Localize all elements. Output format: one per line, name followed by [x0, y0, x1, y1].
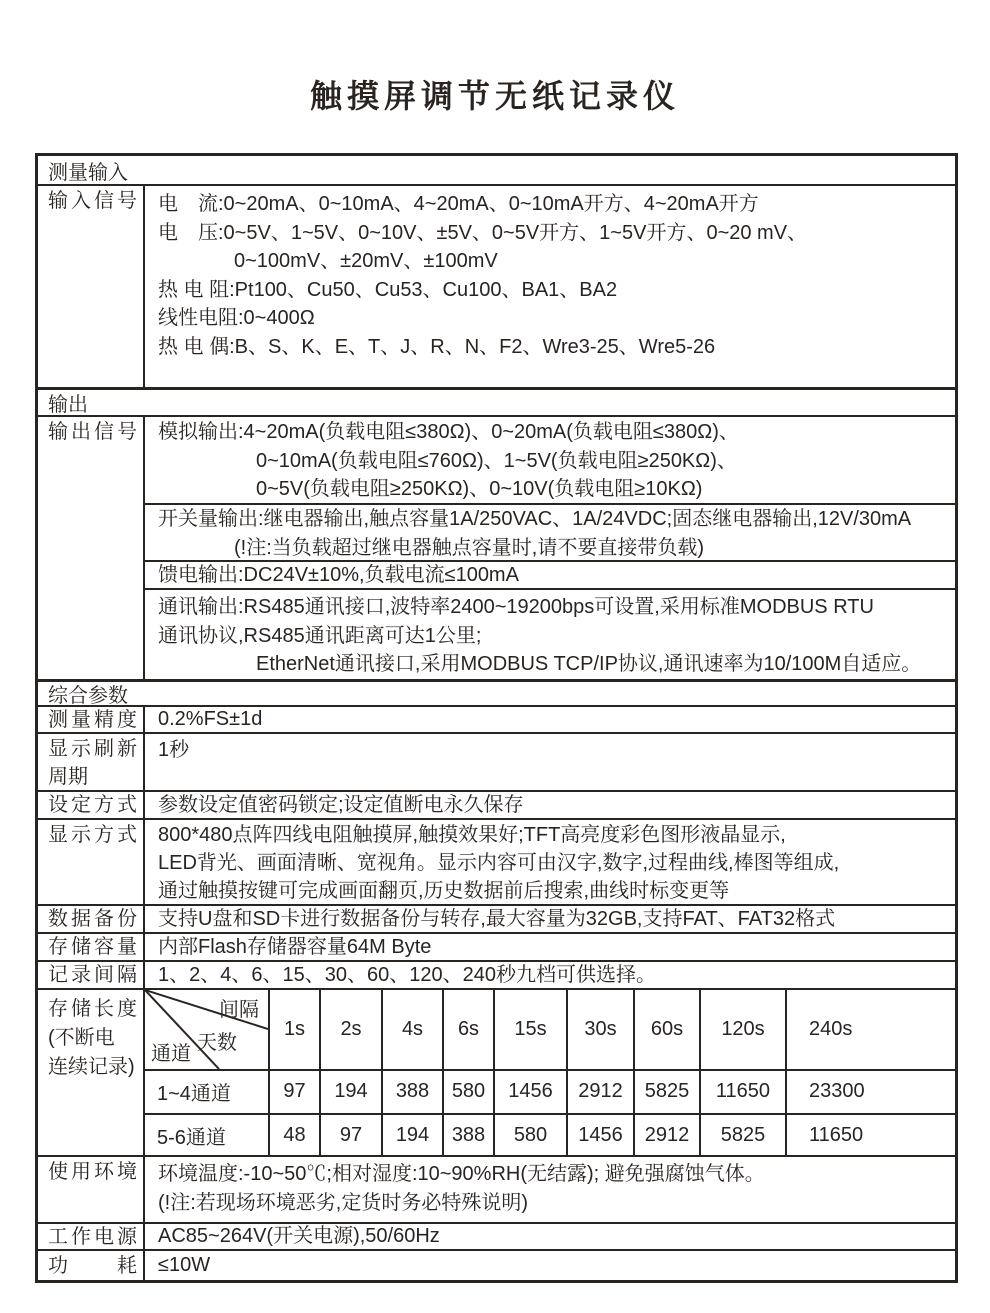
input-signal-line: 电 流:0~20mA、0~10mA、4~20mA、0~10mA开方、4~20mA开方	[158, 193, 759, 215]
table-cell: 11650	[699, 1069, 785, 1113]
comm-output-line: EtherNet通讯接口,采用MODBUS TCP/IP协议,通讯速率为10/100M自适应。	[256, 653, 922, 676]
environment-label: 使用环境	[38, 1157, 145, 1222]
row-power-supply	[38, 1222, 955, 1249]
col-header: 4s	[381, 990, 442, 1069]
table-cell: 2912	[633, 1113, 699, 1155]
section-general-params-label: 综合参数	[48, 684, 128, 707]
comm-output-line: 通讯协议,RS485通讯距离可达1公里;	[158, 624, 482, 647]
table-cell: 11650	[785, 1113, 955, 1155]
display-mode-line: 800*480点阵四线电阻触摸屏,触摸效果好;TFT高亮度彩色图形液晶显示,	[158, 823, 786, 846]
analog-output-line: 0~10mA(负载电阻≤760Ω)、1~5V(负载电阻≥250KΩ)、	[256, 449, 737, 472]
accuracy-label: 测量精度	[48, 708, 137, 731]
setting-mode-value: 参数设定值密码锁定;设定值断电永久保存	[158, 793, 524, 816]
switch-output-cell	[145, 503, 955, 560]
data-backup-label: 数据备份	[48, 908, 137, 931]
row-accuracy	[38, 705, 955, 732]
accuracy-value: 0.2%FS±1d	[158, 708, 263, 731]
analog-output-line: 0~5V(负载电阻≥250KΩ)、0~10V(负载电阻≥10KΩ)	[256, 478, 703, 501]
table-cell: 1456	[566, 1113, 633, 1155]
row-display-mode	[38, 818, 955, 904]
display-mode-label: 显示方式	[38, 820, 145, 904]
section-general-params	[38, 679, 955, 705]
spec-table	[35, 153, 958, 1283]
feed-output-line: 馈电输出:DC24V±10%,负载电流≤100mA	[158, 564, 519, 587]
storage-length-label: 连续记录)	[48, 1055, 135, 1078]
power-supply-value: AC85~264V(开关电源),50/60Hz	[158, 1225, 440, 1248]
col-header: 6s	[442, 990, 493, 1069]
table-cell: 2912	[566, 1069, 633, 1113]
power-consumption-label: 功耗	[48, 1255, 137, 1277]
input-signal-line: 热 电 偶:B、S、K、E、T、J、R、N、F2、Wre3-25、Wre5-26	[158, 335, 716, 358]
col-header: 2s	[319, 990, 381, 1069]
section-output-label: 输出	[48, 394, 88, 417]
table-cell: 23300	[785, 1069, 955, 1113]
row-refresh-period	[38, 732, 955, 790]
row-environment	[38, 1155, 955, 1222]
analog-output-line: 模拟输出:4~20mA(负载电阻≤380Ω)、0~20mA(负载电阻≤380Ω)、	[158, 421, 739, 444]
comm-output-line: 通讯输出:RS485通讯接口,波特率2400~19200bps可设置,采用标准MODBUS RTU	[158, 596, 874, 619]
table-row-label: 1~4通道	[145, 1069, 268, 1113]
power-consumption-value: ≤10W	[158, 1254, 211, 1277]
section-output	[38, 387, 955, 415]
col-header: 60s	[633, 990, 699, 1069]
col-header: 30s	[566, 990, 633, 1069]
table-cell: 580	[493, 1113, 566, 1155]
section-measure-input	[38, 156, 955, 184]
setting-mode-label: 设定方式	[48, 794, 137, 817]
power-supply-label: 工作电源	[48, 1226, 137, 1248]
col-header: 120s	[699, 990, 785, 1069]
table-cell: 1456	[493, 1069, 566, 1113]
input-signal-line: 线性电阻:0~400Ω	[158, 307, 315, 329]
header-channel: 通道	[151, 1042, 191, 1065]
input-signal-line: 热 电 阻:Pt100、Cu50、Cu53、Cu100、BA1、BA2	[158, 278, 618, 301]
data-backup-value: 支持U盘和SD卡进行数据备份与转存,最大容量为32GB,支持FAT、FAT32格式	[158, 907, 836, 930]
col-header: 240s	[785, 990, 955, 1069]
analog-output-cell	[145, 417, 955, 503]
refresh-period-label: 显示刷新周期	[38, 734, 145, 790]
row-storage-capacity	[38, 932, 955, 960]
feed-output-cell	[145, 560, 955, 588]
table-cell: 5825	[633, 1069, 699, 1113]
table-cell: 48	[268, 1113, 319, 1155]
table-row-label: 5-6通道	[145, 1113, 268, 1155]
table-cell: 5825	[699, 1113, 785, 1155]
display-mode-line: 通过触摸按键可完成画面翻页,历史数据前后搜索,曲线时标变更等	[158, 879, 730, 902]
storage-capacity-label: 存储容量	[48, 936, 137, 959]
row-power-consumption	[38, 1249, 955, 1280]
table-cell: 580	[442, 1069, 493, 1113]
row-data-backup	[38, 904, 955, 932]
row-record-interval	[38, 960, 955, 988]
comm-output-cell	[145, 588, 955, 679]
refresh-period-value: 1秒	[158, 738, 190, 761]
col-header: 1s	[268, 990, 319, 1069]
table-cell: 388	[381, 1069, 442, 1113]
header-interval: 间隔	[219, 998, 259, 1021]
page-title: 触摸屏调节无纸记录仪	[309, 78, 680, 114]
table-cell: 194	[319, 1069, 381, 1113]
row-input-signal	[38, 184, 955, 387]
display-mode-line: LED背光、画面清晰、宽视角。显示内容可由汉字,数字,过程曲线,棒图等组成,	[158, 851, 840, 874]
storage-length-label: 存储长度	[48, 997, 137, 1020]
environment-line: 环境温度:-10~50℃;相对湿度:10~90%RH(无结露); 避免强腐蚀气体。	[158, 1163, 765, 1186]
input-signal-label: 输入信号	[38, 186, 145, 387]
header-days: 天数	[197, 1031, 237, 1054]
storage-diagonal-header	[145, 990, 268, 1069]
record-interval-value: 1、2、4、6、15、30、60、120、240秒九档可供选择。	[158, 963, 656, 986]
output-signal-label: 输出信号	[38, 417, 145, 679]
table-cell: 97	[268, 1069, 319, 1113]
switch-output-line: 开关量输出:继电器输出,触点容量1A/250VAC、1A/24VDC;固态继电器输出,12V/30mA	[158, 508, 912, 531]
table-cell: 97	[319, 1113, 381, 1155]
environment-line: (!注:若现场环境恶劣,定货时务必特殊说明)	[158, 1192, 528, 1215]
section-measure-input-label: 测量输入	[48, 161, 128, 184]
storage-length-label: (不断电	[48, 1026, 115, 1049]
storage-capacity-value: 内部Flash存储器容量64M Byte	[158, 935, 432, 958]
table-cell: 388	[442, 1113, 493, 1155]
input-signal-line: 电 压:0~5V、1~5V、0~10V、±5V、0~5V开方、1~5V开方、0~20 mV、	[158, 221, 808, 244]
row-storage-length	[38, 988, 955, 1155]
record-interval-label: 记录间隔	[48, 964, 137, 987]
row-setting-mode	[38, 790, 955, 818]
switch-output-line: (!注:当负载超过继电器触点容量时,请不要直接带负载)	[234, 536, 704, 559]
col-header: 15s	[493, 990, 566, 1069]
storage-length-table	[145, 990, 955, 1155]
input-signal-line: 0~100mV、±20mV、±100mV	[234, 250, 498, 272]
row-output-signal	[38, 415, 955, 679]
table-cell: 194	[381, 1113, 442, 1155]
